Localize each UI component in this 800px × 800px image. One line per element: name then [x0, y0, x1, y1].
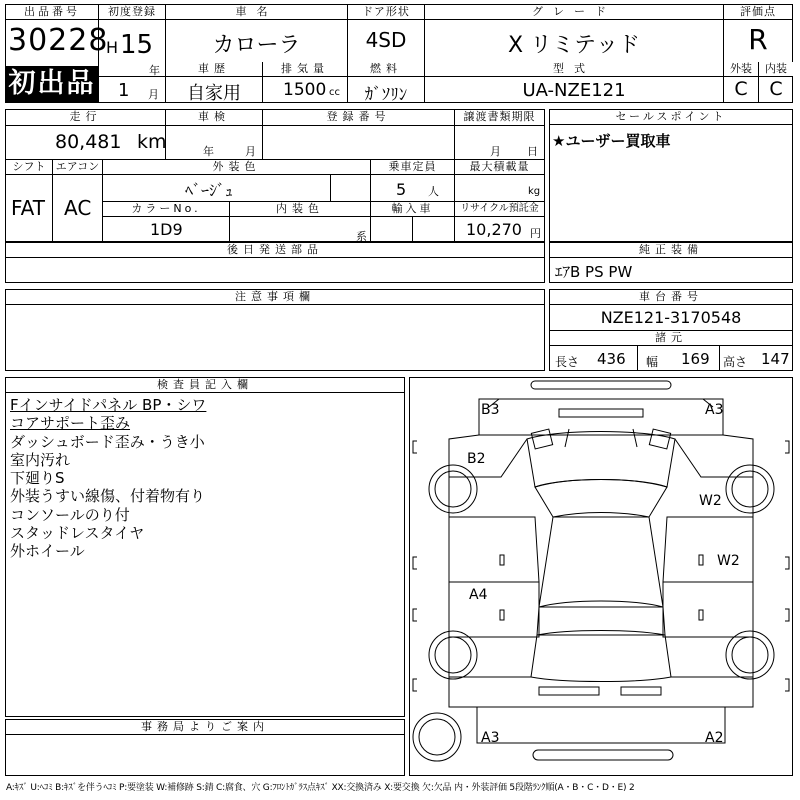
interior-grade: C — [769, 78, 783, 100]
displacement-label: 排気量 — [263, 62, 347, 76]
mark-a3-bottom: A3 — [481, 730, 500, 746]
lot-number: 30228 — [8, 23, 109, 58]
recycle-label: リサイクル預託金 — [455, 202, 544, 216]
score-label: 評価点 — [724, 5, 792, 20]
mileage-label: 走行 — [6, 110, 165, 124]
recycle-unit: 円 — [530, 227, 541, 240]
mark-w2-side: W2 — [717, 553, 740, 569]
height-label: 高さ — [723, 355, 748, 369]
ac: AC — [64, 196, 92, 220]
inspection-month-unit: 月 — [245, 145, 256, 158]
fuel: ｶﾞｿﾘﾝ — [364, 85, 408, 105]
score: R — [748, 23, 768, 56]
import-label: 輸入車 — [371, 202, 454, 216]
first-listing-badge: 初出品 — [6, 66, 98, 102]
model: UA-NZE121 — [522, 80, 626, 101]
load-unit: kg — [528, 186, 541, 197]
first-reg-month-unit: 月 — [148, 88, 159, 101]
sales-point-text: ★ユーザー買取車 — [552, 132, 671, 150]
inspector-line: 室内汚れ — [10, 450, 71, 469]
color-label: 外装色 — [103, 160, 370, 174]
inspector-label: 検査員記入欄 — [6, 378, 404, 393]
notes-label: 注意事項欄 — [6, 290, 544, 305]
length-label: 長さ — [555, 355, 580, 369]
mark-w2-right: W2 — [699, 493, 722, 509]
model-label: 型式 — [425, 62, 723, 76]
mark-b2: B2 — [467, 451, 486, 467]
capacity: 5 — [396, 180, 407, 199]
length: 436 — [597, 350, 626, 368]
history: 自家用 — [187, 83, 241, 104]
exterior-grade: C — [734, 78, 748, 100]
later-parts-label: 後日発送部品 — [6, 243, 544, 258]
inspector-line: ダッシュボード歪み・うき小 — [10, 432, 205, 451]
inspector-line: 外ホイール — [10, 542, 85, 561]
mark-a4: A4 — [469, 587, 488, 603]
transfer-label: 譲渡書類期限 — [455, 110, 544, 124]
inspector-line: コンソールのり付 — [10, 505, 130, 524]
legend: A:ｷｽﾞ U:ﾍｺﾐ B:ｷｽﾞを伴うﾍｺﾐ P:要塗装 W:補修跡 S:錆 C:腐食、穴 G:ﾌﾛﾝﾄｶﾞﾗｽ点ｷｽﾞ XX:交換済み X:要交換 欠:欠品 内・外装評価 5段階ﾗﾝｸ順(A・B・C・D・E) 2 — [6, 783, 635, 793]
mark-a2: A2 — [705, 730, 724, 746]
capacity-label: 乗車定員 — [371, 160, 454, 174]
door-label: ドア形状 — [348, 5, 424, 20]
door-type: 4SD — [365, 28, 407, 52]
inspector-line: 下廻りS — [10, 469, 65, 488]
inspector-line: スタッドレスタイヤ — [10, 524, 145, 543]
first-reg-label: 初度登録 — [99, 5, 165, 20]
first-reg-year: 15 — [120, 30, 154, 60]
displacement: 1500 — [283, 80, 327, 100]
era: H — [106, 38, 119, 57]
shift-label: シフト — [6, 160, 52, 174]
capacity-unit: 人 — [428, 185, 439, 198]
inspector-line: コアサポート歪み — [10, 414, 131, 433]
transfer-month-unit: 月 — [490, 145, 501, 158]
inspection-year-unit: 年 — [203, 145, 214, 158]
options-label: 純正装備 — [550, 243, 792, 258]
transfer-day-unit: 日 — [527, 145, 538, 158]
shift: FAT — [11, 196, 46, 220]
exterior-label: 外装 — [724, 62, 758, 76]
interior-color-unit: 系 — [356, 230, 367, 243]
mileage-unit: km — [137, 131, 167, 153]
load-label: 最大積載量 — [455, 160, 544, 174]
ac-label: エアコン — [53, 160, 102, 174]
interior-label: 内装 — [759, 62, 793, 76]
car-name: カローラ — [212, 33, 301, 58]
details-grid — [5, 109, 545, 242]
color-no: 1D9 — [150, 220, 183, 239]
lot-label: 出品番号 — [6, 5, 98, 20]
office-label: 事務局よりご案内 — [6, 720, 404, 735]
fuel-label: 燃料 — [348, 62, 424, 76]
mark-b3: B3 — [481, 402, 500, 418]
inspector-line: Fインサイドパネル BP・シワ — [10, 396, 207, 414]
car-name-label: 車名 — [166, 5, 347, 20]
width: 169 — [681, 350, 710, 368]
color-no-label: カラーNo. — [103, 202, 229, 216]
inspector-notes — [10, 396, 206, 561]
sales-point-box — [549, 109, 793, 242]
mileage: 80,481 — [55, 131, 122, 153]
dims-label: 諸元 — [550, 331, 792, 346]
height: 147 — [761, 350, 790, 368]
interior-color-label: 内装色 — [230, 202, 370, 216]
first-reg-month: 1 — [118, 80, 130, 101]
inspection-label: 車検 — [166, 110, 262, 124]
reg-number-label: 登録番号 — [263, 110, 454, 124]
first-reg-year-unit: 年 — [149, 64, 160, 77]
chassis-number: NZE121-3170548 — [600, 308, 742, 327]
chassis-label: 車台番号 — [550, 290, 792, 305]
inspector-line: 外装うすい線傷、付着物有り — [10, 487, 206, 506]
sales-point-label: セールスポイント — [550, 110, 792, 125]
color: ﾍﾞｰｼﾞｭ — [185, 181, 234, 200]
recycle: 10,270 — [466, 220, 522, 239]
history-label: 車歴 — [166, 62, 262, 76]
displacement-unit: cc — [329, 87, 340, 98]
car-damage-diagram — [409, 377, 793, 776]
options-text: ｴｱB PS PW — [555, 263, 633, 281]
width-label: 幅 — [646, 355, 659, 369]
mark-a3-top: A3 — [705, 402, 724, 418]
grade-label: グレード — [425, 5, 723, 20]
grade: X リミテッド — [507, 33, 641, 58]
